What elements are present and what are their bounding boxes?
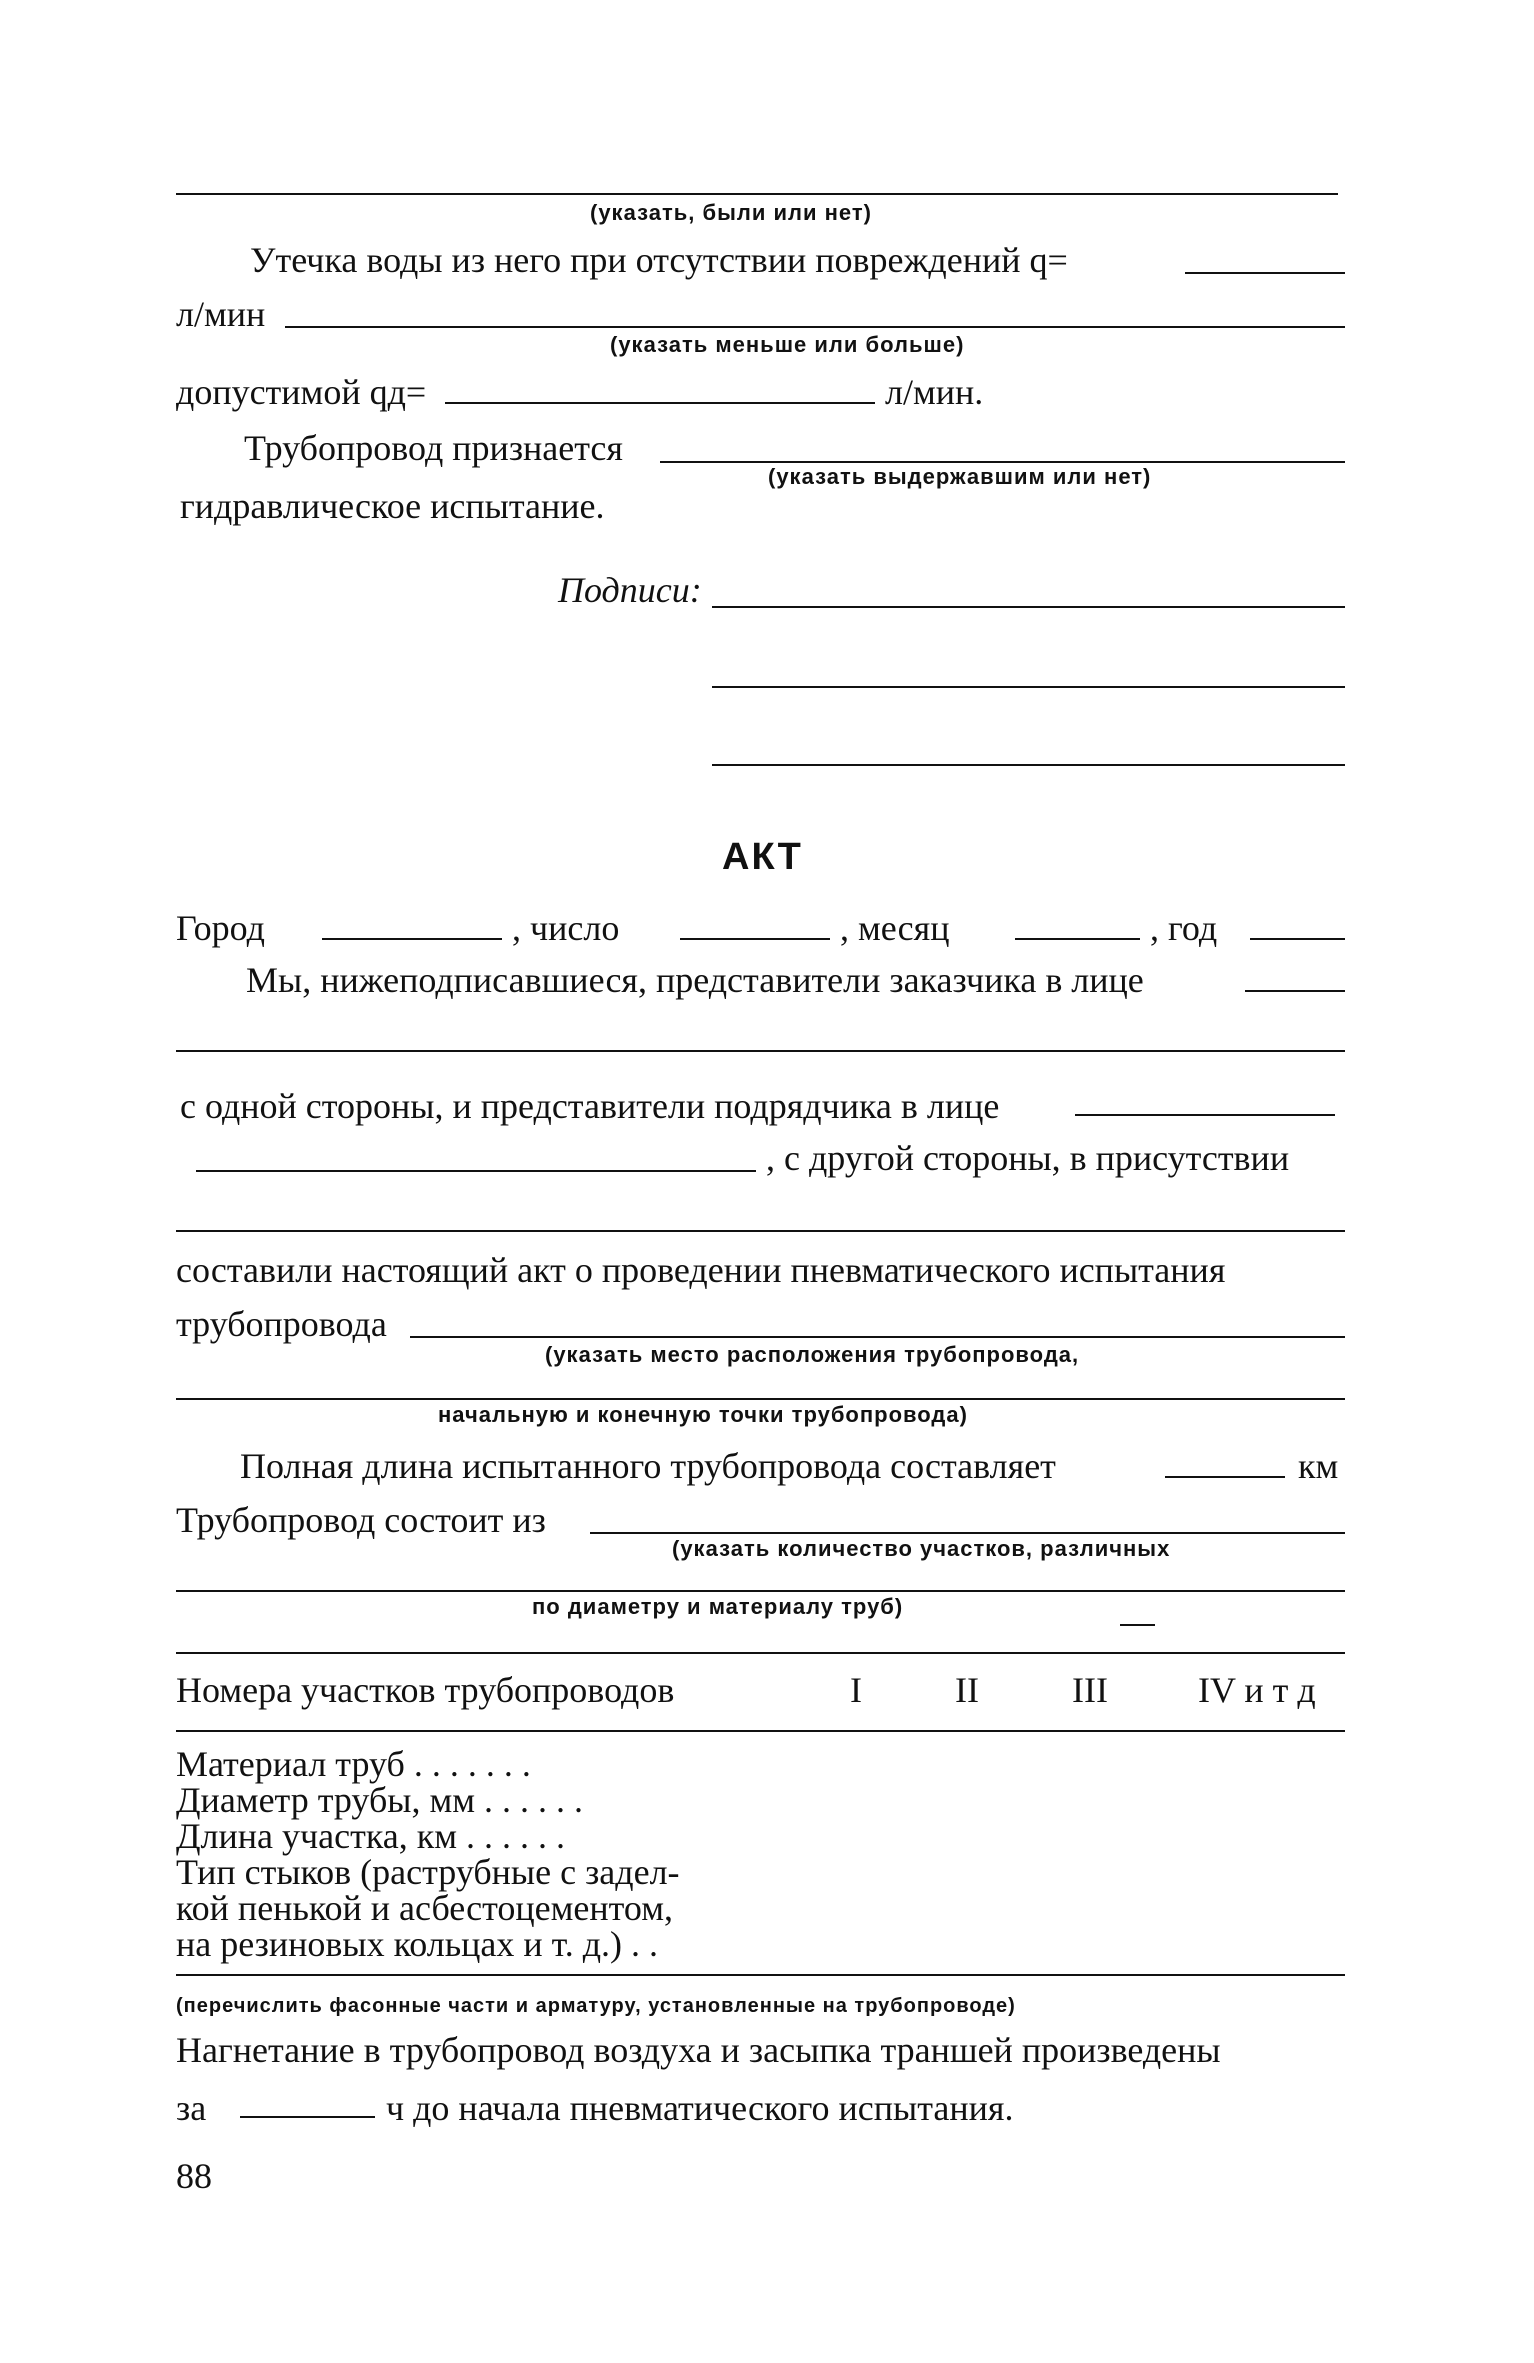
other-side: , с другой стороны, в присутствии [766,1138,1290,1178]
month-label: , месяц [840,908,950,948]
act-title: АКТ [722,836,803,878]
blank-line [1185,272,1345,274]
hint-fittings: (перечислить фасонные части и арматуру, установленные на трубопроводе) [176,1995,1016,2017]
hint-sections: (указать количество участков, различных [672,1536,1171,1561]
lmin-label: л/мин [176,294,266,334]
injection-line-1: Нагнетание в трубопровод воздуха и засыпка траншей произведены [176,2030,1221,2070]
blank-line [1075,1114,1335,1116]
hint-diameter: по диаметру и материалу труб) [532,1594,904,1619]
blank-line [410,1336,1345,1338]
table-column-4: IV и т д [1198,1670,1316,1710]
composed-line: составили настоящий акт о проведении пневматического испытания [176,1250,1226,1290]
hydraulic-test: гидравлическое испытание. [180,486,605,526]
pipeline-recognized: Трубопровод признается [244,428,623,468]
blank-line [240,2116,375,2118]
blank-line [176,1050,1345,1052]
one-side: с одной стороны, и представители подрядчика в лице [180,1086,1000,1126]
blank-line [285,326,1345,328]
hint-location: (указать место расположения трубопровода, [545,1342,1080,1367]
blank-line [176,1398,1345,1400]
table-row-labels [176,1746,680,1962]
blank-line [1245,990,1345,992]
signature-line-1 [712,606,1345,608]
city-label: Город [176,908,265,948]
table-bottom-rule [176,1974,1345,1976]
table-column-1: I [850,1670,862,1710]
signature-line-2 [712,686,1345,688]
we-undersigned: Мы, нижеподписавшиеся, представители заказчика в лице [246,960,1144,1000]
day-label: , число [512,908,620,948]
consists-of: Трубопровод состоит из [176,1500,546,1540]
blank-line [445,402,875,404]
hint-less-more: (указать меньше или больше) [610,332,965,357]
table-row: кой пенькой и асбестоцементом, [176,1888,674,1928]
year-label: , год [1150,908,1218,948]
table-row: Тип стыков (раструбные с задел- [176,1852,680,1892]
injection-za: за [176,2088,207,2128]
hint-points: начальную и конечную точки трубопровода) [438,1402,968,1427]
blank-line [590,1532,1345,1534]
blank-line [176,193,1338,195]
signatures-label: Подписи: [558,570,702,610]
total-length: Полная длина испытанного трубопровода составляет [240,1446,1056,1486]
blank-line [1015,938,1140,940]
table-row: на резиновых кольцах и т. д.) . . [176,1924,659,1964]
blank-line [1250,938,1345,940]
table-column-3: III [1072,1670,1108,1710]
pipeline-label: трубопровода [176,1304,387,1344]
table-row: Диаметр трубы, мм . . . . . . [176,1780,584,1820]
lmin-label-2: л/мин. [885,372,984,412]
blank-line [680,938,830,940]
blank-line [176,1230,1345,1232]
table-row: Длина участка, км . . . . . . [176,1816,566,1856]
blank-line [176,1590,1345,1592]
blank-line [322,938,502,940]
blank-line [1120,1624,1155,1626]
table-top-rule [176,1652,1345,1654]
table-header-rule [176,1730,1345,1732]
leak-line: Утечка воды из него при отсутствии повреждений q= [250,240,1068,280]
blank-line [1165,1476,1285,1478]
blank-line [196,1170,756,1172]
signature-line-3 [712,764,1345,766]
km-label: км [1298,1446,1339,1486]
permissible-label: допустимой qд= [176,372,427,412]
blank-line [660,461,1345,463]
table-header-label: Номера участков трубопроводов [176,1670,675,1710]
table-row: Материал труб . . . . . . . [176,1744,531,1784]
table-column-2: II [955,1670,979,1710]
injection-line-2: ч до начала пневматического испытания. [386,2088,1014,2128]
hint-were-or-not: (указать, были или нет) [590,200,872,225]
page-number: 88 [176,2156,212,2196]
hint-withstood: (указать выдержавшим или нет) [768,464,1152,489]
